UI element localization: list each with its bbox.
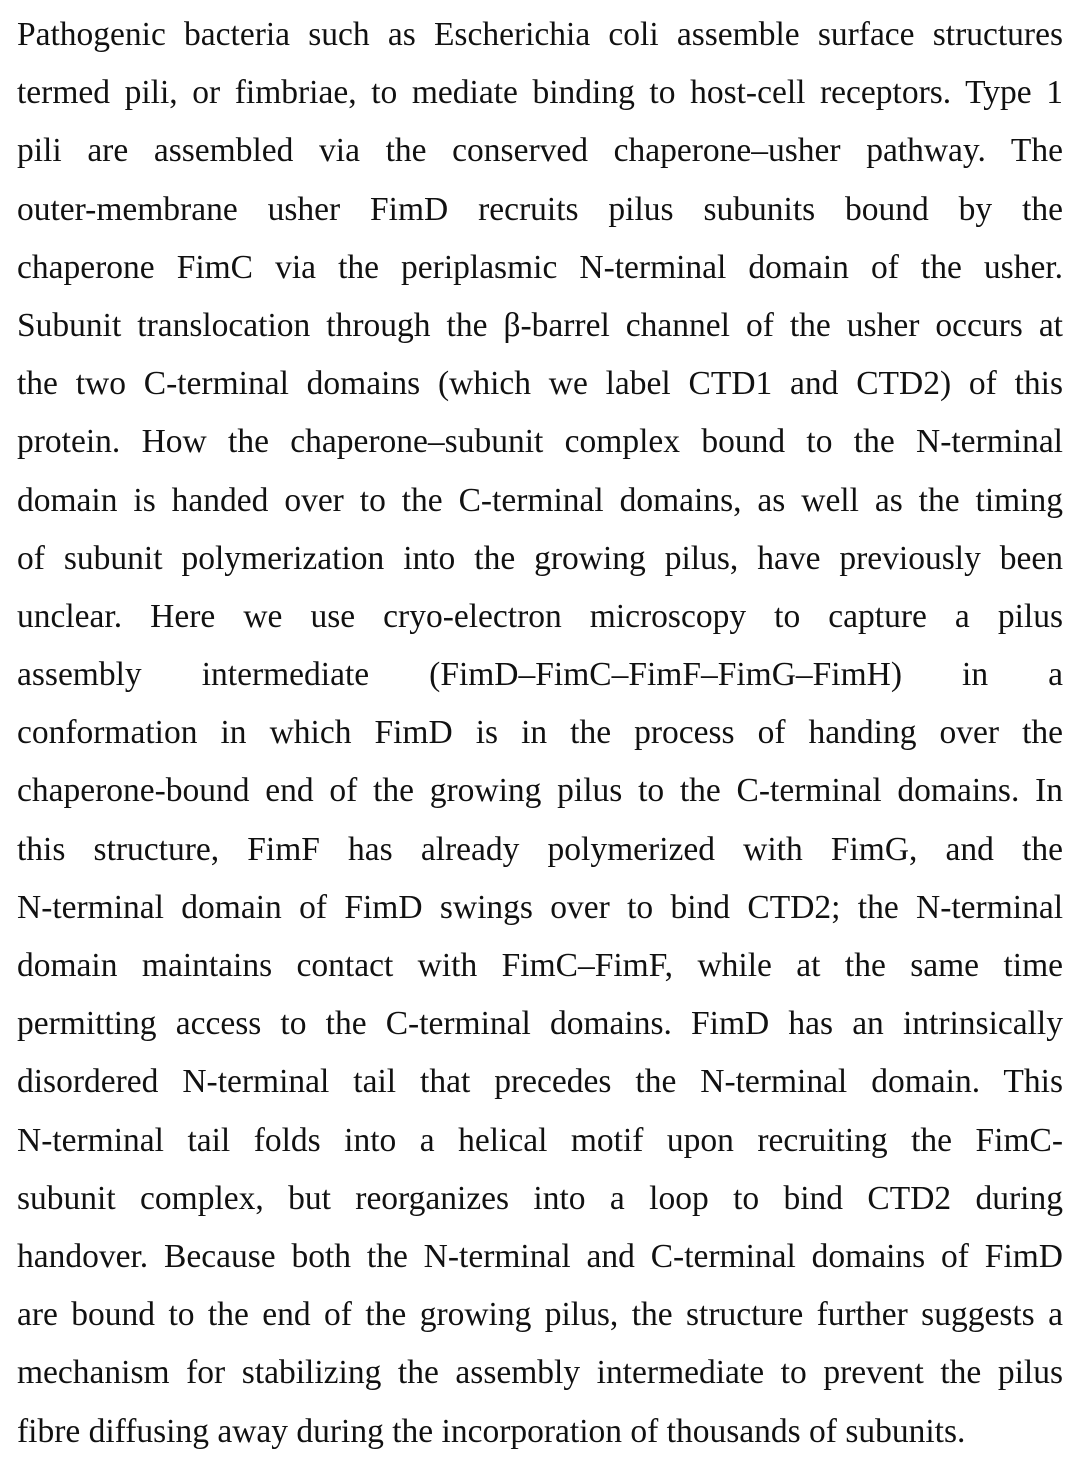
abstract-line-13: conformation in which FimD is in the process of handing over the xyxy=(17,714,1063,752)
abstract-paragraph xyxy=(17,6,1063,1461)
abstract-line-8: protein. How the chaperone–subunit complex bound to the N-terminal xyxy=(17,423,1063,461)
abstract-line-15: this structure, FimF has already polymerized with FimG, and the xyxy=(17,830,1063,868)
abstract-line-19: disordered N-terminal tail that precedes the N-terminal domain. This xyxy=(17,1063,1063,1101)
abstract-line-5: chaperone FimC via the periplasmic N-terminal domain of the usher. xyxy=(17,248,1063,286)
abstract-line-4: outer-membrane usher FimD recruits pilus subunits bound by the xyxy=(17,190,1063,228)
abstract-line-2: termed pili, or fimbriae, to mediate binding to host-cell receptors. Type 1 xyxy=(17,74,1063,112)
abstract-line-24: mechanism for stabilizing the assembly intermediate to prevent the pilus xyxy=(17,1354,1063,1392)
abstract-line-9: domain is handed over to the C-terminal domains, as well as the timing xyxy=(17,481,1063,519)
abstract-line-7: the two C-terminal domains (which we label CTD1 and CTD2) of this xyxy=(17,365,1063,403)
abstract-line-21: subunit complex, but reorganizes into a loop to bind CTD2 during xyxy=(17,1179,1063,1217)
abstract-line-14: chaperone-bound end of the growing pilus to the C-terminal domains. In xyxy=(17,772,1063,810)
abstract-line-17: domain maintains contact with FimC–FimF, while at the same time xyxy=(17,947,1063,984)
abstract-line-6: Subunit translocation through the β-barrel channel of the usher occurs at xyxy=(17,306,1063,344)
abstract-line-3: pili are assembled via the conserved chaperone–usher pathway. The xyxy=(17,132,1063,170)
abstract-line-1: Pathogenic bacteria such as Escherichia coli assemble surface structures xyxy=(17,16,1063,53)
abstract-line-23: are bound to the end of the growing pilus, the structure further suggests a xyxy=(17,1296,1063,1334)
abstract-line-20: N-terminal tail folds into a helical motif upon recruiting the FimC- xyxy=(17,1121,1063,1159)
abstract-line-11: unclear. Here we use cryo-electron microscopy to capture a pilus xyxy=(17,597,1063,635)
abstract-line-12: assembly intermediate (FimD–FimC–FimF–FimG–FimH) in a xyxy=(17,656,1063,694)
abstract-line-10: of subunit polymerization into the growing pilus, have previously been xyxy=(17,539,1063,577)
abstract-line-18: permitting access to the C-terminal domains. FimD has an intrinsically xyxy=(17,1005,1063,1043)
abstract-line-25: fibre diffusing away during the incorporation of thousands of subunits. xyxy=(17,1412,966,1450)
abstract-line-16: N-terminal domain of FimD swings over to bind CTD2; the N-terminal xyxy=(17,888,1063,926)
abstract-line-22: handover. Because both the N-terminal and C-terminal domains of FimD xyxy=(17,1237,1063,1275)
